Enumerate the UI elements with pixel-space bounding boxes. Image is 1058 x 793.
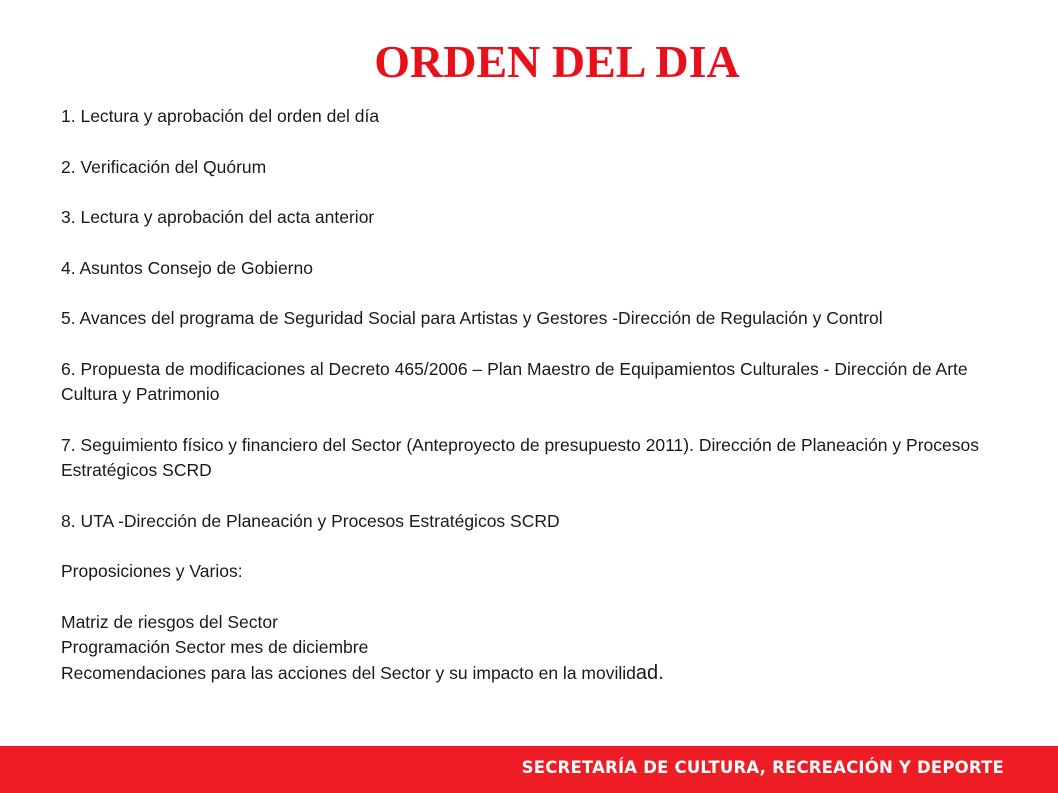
sub-item-matriz-riesgos: Matriz de riesgos del Sector	[61, 611, 278, 632]
agenda-item-6: 6. Propuesta de modificaciones al Decreto 465/2006 – Plan Maestro de Equipamientos Culturales - Dirección de Arte Cultura y Patrimonio	[61, 358, 968, 404]
footer-bar	[0, 746, 1058, 793]
agenda-item-4: 4. Asuntos Consejo de Gobierno	[61, 257, 313, 278]
footer-organization-name: SECRETARÍA DE CULTURA, RECREACIÓN Y DEPORTE	[521, 758, 1004, 777]
agenda-item-2: 2. Verificación del Quórum	[61, 156, 267, 177]
agenda-item-proposiciones: Proposiciones y Varios:	[61, 561, 243, 581]
agenda-list	[61, 104, 1011, 686]
agenda-item-5: 5. Avances del programa de Seguridad Social para Artistas y Gestores -Dirección de Regulación y Control	[61, 308, 883, 328]
sub-item-recomendaciones-main: Recomendaciones para las acciones del Sector y su impacto en la movilid	[61, 662, 636, 683]
agenda-item-8: 8. UTA -Dirección de Planeación y Procesos Estratégicos SCRD	[61, 510, 560, 531]
sub-item-recomendaciones	[61, 661, 1011, 687]
agenda-item-1: 1. Lectura y aprobación del orden del día	[61, 106, 380, 126]
page-title: ORDEN DEL DIA	[374, 36, 740, 87]
sub-item-programacion: Programación Sector mes de diciembre	[61, 637, 369, 657]
agenda-item-7: 7. Seguimiento físico y financiero del Sector (Anteproyecto de presupuesto 2011). Dirección de Planeación y Procesos Estratégicos SCRD	[61, 434, 979, 480]
sub-item-recomendaciones-tail: ad.	[635, 661, 664, 684]
agenda-item-3: 3. Lectura y aprobación del acta anterior	[61, 207, 375, 227]
